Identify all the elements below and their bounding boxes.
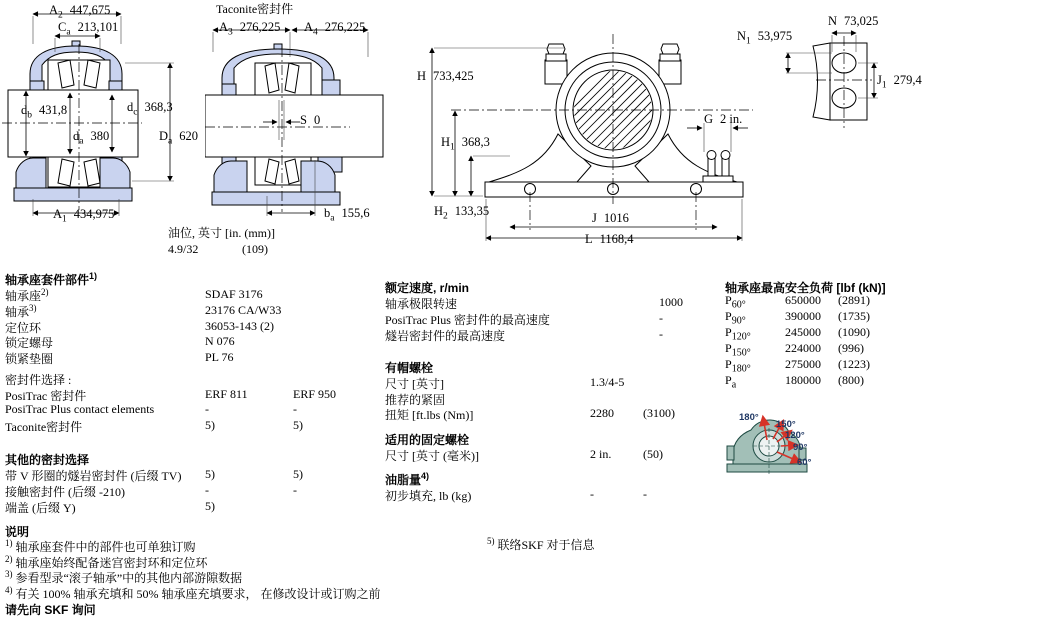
dim-j: J 1016: [592, 211, 629, 225]
angle-label-150: 150°: [776, 419, 796, 430]
dim-a2: $A_2$ 447,675: [49, 3, 111, 21]
dim-n1: $N_1$ 53,975: [737, 29, 793, 47]
dim-ca: $C_a$ 213,101: [58, 20, 119, 38]
angle-label-120: 120°: [785, 430, 805, 441]
oil-level-mm: (109): [242, 242, 268, 256]
grease-header: 油脂量$^{4)}$: [385, 471, 430, 487]
other-seals-header: 其他的密封选择: [5, 453, 90, 467]
dim-h: H 733,425: [417, 69, 474, 83]
angle-label-60: 60°: [797, 457, 812, 468]
dim-j1: $J_1$ 279,4: [877, 73, 922, 91]
notes-header: 说明: [5, 525, 30, 539]
notes-footer: 请先向 SKF 询问: [5, 603, 96, 617]
oil-level-label: 油位, 英寸 [in. (mm)]: [168, 226, 275, 240]
speeds-header: 额定速度, r/min: [385, 281, 470, 295]
cap-bolts-header: 有帽螺栓: [385, 361, 434, 375]
parts-header: 轴承座套件部件$^{1)}$: [5, 271, 98, 287]
fixing-bolts-header: 适用的固定螺栓: [385, 433, 470, 447]
dim-h1: $H_1$ 368,3: [441, 135, 490, 153]
angle-label-180: 180°: [739, 412, 759, 423]
parts-column: 轴承座套件部件$^{1)}$ 轴承座$^{2)}$ SDAF 3176 轴承$^{3)}$ 23176 CA/W33 定位环 36053-143 (2) 锁定螺母 N 076 锁紧垫圈 PL 76 密封件选择 : PosiTrac 密封件 ERF 811 ERF 950 PosiTrac Plus contact elements - - Taconite密封件 5) 5) 其他的密封选择 带 V 形圈的燧岩密封件 (后缀 TV) 5) 5) 接触密封件 (后缀 -210) - - 端盖 (后缀 Y) 5) 说明 $^{1)}$ 轴承座套件中的部件也可单独订购 $^{2)}$ 轴承座始终配备迷宫密封环和定位环 $^{3)}$ 参看型录“滚子轴承”中的其他内部游隙数据 $^{4)}$ 有关 100% 轴承充填和 50% 轴承座充填要求， 在修改设计或订购之前 请先向 SKF 询问: [5, 271, 381, 617]
loads-header: 轴承座最高安全负荷 [lbf (kN)]: [725, 281, 886, 295]
note-item: $^{1)}$ 轴承座套件中的部件也可单独订购: [5, 538, 196, 554]
dim-a3: $A_3$ 276,225: [219, 20, 281, 38]
dim-n: N 73,025: [828, 14, 879, 28]
note-item: $^{4)}$ 有关 100% 轴承充填和 50% 轴承座充填要求， 在修改设计或订购之前: [5, 585, 381, 601]
note-item: $^{3)}$ 参看型录“滚子轴承”中的其他内部游隙数据: [5, 569, 243, 585]
speeds-column: 额定速度, r/min 轴承极限转速 1000 PosiTrac Plus 密封件的最高速度 - 燧岩密封件的最高速度 - 有帽螺栓 尺寸 [英寸] 1.3/4-5 推荐的紧固 扭矩 [ft.lbs (Nm)] 2280 (3100) 适用的固定螺栓 尺寸 [英寸 (毫米)] 2 in. (50) 油脂量$^{4)}$ 初步填充, lb (kg) - -: [385, 281, 683, 503]
oil-level-inch: 4.9/32: [168, 242, 199, 256]
footnote-5: $^{5)}$ 联络SKF 对于信息: [487, 536, 595, 552]
taconite-title: Taconite密封件: [216, 2, 294, 16]
dim-h2: $H_2$ 133,35: [434, 204, 490, 222]
note-item: $^{2)}$ 轴承座始终配备迷宫密封环和定位环: [5, 554, 208, 570]
dim-Da: $D_a$ 620: [159, 129, 198, 147]
loads-column: 轴承座最高安全负荷 [lbf (kN)] $P_{60^\circ}$ 650000 (2891) $P_{90^\circ}$ 390000 (1735) $P_{120^\circ}$ 245000 (1090) $P_{150^\circ}$ 224000 (996) $P_{180^\circ}$ 275000 (1223) $P_a$ 180000 (800): [725, 281, 886, 391]
dim-a1: $A_1$ 434,975: [53, 207, 115, 225]
angle-label-90: 90°: [793, 442, 808, 453]
dim-dc: $d_c$ 368,3: [127, 100, 173, 118]
seals-header: 密封件选择 :: [5, 373, 72, 387]
dim-db: $d_b$ 431,8: [21, 103, 68, 121]
dim-s: S 0: [300, 113, 321, 127]
dim-ba: $b_a$ 155,6: [324, 206, 370, 224]
dim-a4: $A_4$ 276,225: [304, 20, 366, 38]
dim-da: $d_a$ 380: [73, 129, 110, 147]
dim-l: L 1168,4: [585, 232, 634, 246]
dim-g: G 2 in.: [704, 112, 743, 126]
